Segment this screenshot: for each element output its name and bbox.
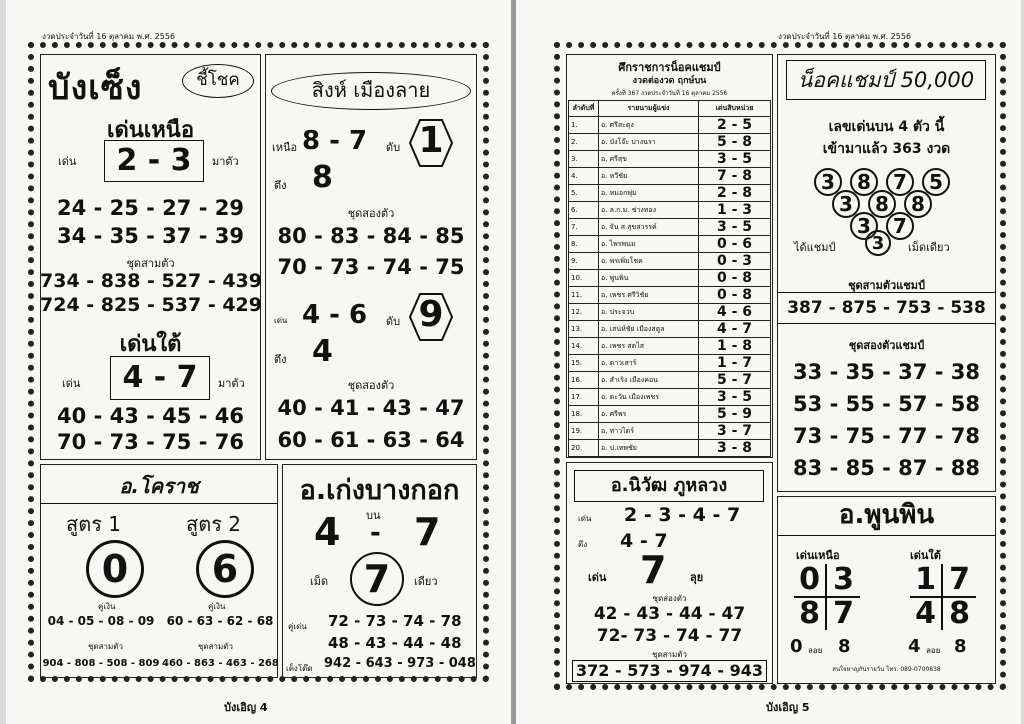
ranking-row — [569, 270, 771, 287]
rank-name: อ. ศรีสะดุง — [599, 117, 699, 134]
champ-two-label: ชุดสองตัวแชมป์ — [848, 339, 925, 352]
ranking-body — [569, 117, 771, 457]
champ-two-row-4: 83 - 85 - 87 - 88 — [793, 456, 980, 480]
north-main-number: 2 - 3 — [104, 140, 204, 182]
loi-left-a: 0 — [790, 636, 803, 657]
niwat-tueng-label: ตึง — [578, 540, 588, 549]
ranking-row — [569, 321, 771, 338]
rank-no: 14. — [569, 338, 599, 355]
singh-n2-tueng-value: 4 — [312, 334, 333, 369]
keng-tenglot-value: 942 - 643 - 973 - 048 — [324, 656, 476, 671]
keng-bon-label: บน — [366, 509, 381, 522]
three-digit-row-1: 734 - 838 - 527 - 439 — [40, 270, 262, 292]
north-row-2: 34 - 35 - 37 - 39 — [57, 224, 244, 248]
ranking-row — [569, 185, 771, 202]
singh-n1-hex-number: 1 — [418, 120, 444, 161]
rank-no: 13. — [569, 321, 599, 338]
south-digit-4: 8 — [949, 596, 970, 631]
niwat-two-row-1: 42 - 43 - 44 - 47 — [593, 604, 746, 624]
knock-circle-digit: 8 — [904, 190, 932, 218]
rank-value: 2 - 8 — [699, 185, 771, 202]
korat-circle-2: 6 — [196, 540, 254, 598]
knock-circle-digit: 3 — [832, 190, 860, 218]
ranking-header-row — [569, 101, 771, 117]
singh-n1-value: 8 - 7 — [302, 126, 368, 156]
right-page — [516, 0, 1021, 724]
south-digit-3: 4 — [910, 598, 943, 630]
rank-no: 9. — [569, 253, 599, 270]
korat-pairs-1: 04 - 05 - 08 - 09 — [47, 614, 155, 628]
rank-value: 5 - 9 — [699, 406, 771, 423]
rank-no: 16. — [569, 372, 599, 389]
ranking-row — [569, 440, 771, 457]
rank-value: 0 - 8 — [699, 270, 771, 287]
rank-value: 3 - 5 — [699, 151, 771, 168]
rank-name: อ. บังโจ๊ะ บางนรา — [599, 134, 699, 151]
singh-n1-dab: ดับ — [386, 141, 401, 154]
ranking-row — [569, 168, 771, 185]
rank-name: อ. ดาวเสาร์ — [599, 355, 699, 372]
niwat-three-row: 372 - 573 - 974 - 943 — [572, 660, 767, 682]
south-row-2: 70 - 73 - 75 - 76 — [57, 430, 244, 454]
ranking-row — [569, 117, 771, 134]
ranking-title-2: งวดต่องวด ฤกษ์บน — [632, 76, 707, 86]
loi-right-b: 8 — [954, 636, 967, 657]
rank-value: 2 - 5 — [699, 117, 771, 134]
singh-n2-label: เด่น — [274, 316, 288, 325]
rank-no: 15. — [569, 355, 599, 372]
niwat-title: อ.นิวัฒ ภูหลวง — [574, 470, 764, 502]
rank-name: อ. ป.เทพชัย — [599, 440, 699, 457]
bangseng-title: บังเซ็ง — [48, 68, 143, 108]
rank-name: อ. ศรีพร — [599, 406, 699, 423]
rank-name: อ. ศรีสุข — [599, 151, 699, 168]
knock-circle-digit: 3 — [850, 212, 878, 240]
singh-n1-tueng-label: ตึง — [274, 179, 287, 192]
korat-formula-1: สูตร 1 — [66, 512, 122, 536]
rank-no: 2. — [569, 134, 599, 151]
ranking-row — [569, 287, 771, 304]
rank-no: 11. — [569, 287, 599, 304]
rank-value: 5 - 8 — [699, 134, 771, 151]
ranking-row — [569, 151, 771, 168]
knock-circle-digit: 8 — [868, 190, 896, 218]
rank-value: 4 - 7 — [699, 321, 771, 338]
rank-name: อ. จัน ส.สุขสวรรค์ — [599, 219, 699, 236]
rank-value: 4 - 6 — [699, 304, 771, 321]
champ-three-row: 387 - 875 - 753 - 538 — [777, 292, 996, 324]
right-page-footer: บังเอิญ 5 — [766, 701, 810, 714]
col-no-header: ลำดับที่ — [569, 101, 599, 117]
right-page-header: งวดประจำวันที่ 16 ตุลาคม พ.ศ. 2556 — [778, 32, 912, 41]
rank-no: 20. — [569, 440, 599, 457]
rank-name: อ. สำเริง เมืองคอน — [599, 372, 699, 389]
ranking-title-3: ครั้งที่ 367 งวดประจำวันที่ 16 ตุลาคม 2556 — [611, 90, 728, 97]
rank-value: 1 - 7 — [699, 355, 771, 372]
niwat-lead-tail: ลุย — [690, 571, 704, 584]
keng-top-right: 7 — [414, 510, 441, 554]
three-digit-row-2: 724 - 825 - 537 - 429 — [40, 294, 262, 316]
niwat-two-label: ชุดสองตัว — [652, 594, 687, 603]
col-value-header: เด่นสิบหน่วย — [699, 101, 771, 117]
chichok-badge: ชี้โชค — [182, 64, 254, 98]
north-row-1: 24 - 25 - 27 - 29 — [57, 196, 244, 220]
rank-name: อ. หวีชัย — [599, 168, 699, 185]
keng-circle: 7 — [350, 552, 404, 606]
rank-name: อ. หมอกพุ่ม — [599, 185, 699, 202]
rank-no: 17. — [569, 389, 599, 406]
ranking-row — [569, 236, 771, 253]
korat-formula-2: สูตร 2 — [186, 512, 242, 536]
keng-top-left: 4 — [314, 510, 341, 554]
korat-three-2: 460 - 863 - 463 - 268 — [162, 658, 279, 669]
ranking-row — [569, 304, 771, 321]
singh-two-row-2b: 60 - 61 - 63 - 64 — [277, 428, 465, 452]
south-tail-label: มาตัว — [218, 377, 245, 390]
ranking-table — [568, 100, 771, 457]
rank-name: อ. พรเพิ่มโชค — [599, 253, 699, 270]
ranking-row — [569, 355, 771, 372]
ranking-row — [569, 423, 771, 440]
knock-circle-digit: 3 — [814, 168, 842, 196]
niwat-two-row-2: 72- 73 - 74 - 77 — [596, 626, 743, 646]
ranking-row — [569, 406, 771, 423]
rank-no: 10. — [569, 270, 599, 287]
rank-no: 5. — [569, 185, 599, 202]
phunphin-south-digits — [910, 564, 976, 630]
ranking-row — [569, 338, 771, 355]
south-digit-2: 7 — [943, 564, 976, 598]
niwat-den-label: เด่น — [578, 514, 592, 523]
south-lead-label: เด่น — [62, 377, 81, 390]
singh-n2-hex-number: 9 — [418, 294, 444, 335]
singh-two-label-1: ชุดสองตัว — [347, 207, 395, 220]
rank-name: อ. ประจวบ — [599, 304, 699, 321]
south-title: เด่นใต้ — [119, 332, 182, 357]
south-main-number: 4 - 7 — [110, 356, 210, 400]
rank-name: อ. ตะวัน เมืองเพชร — [599, 389, 699, 406]
three-digit-label: ชุดสามตัว — [126, 257, 175, 270]
ranking-row — [569, 219, 771, 236]
north-digit-4: 7 — [833, 596, 854, 631]
left-page-footer: บังเอิญ 4 — [224, 701, 268, 714]
rank-no: 3. — [569, 151, 599, 168]
champ-two-row-3: 73 - 75 - 77 - 78 — [793, 424, 980, 448]
knock-line-1: เลขเด่นบน 4 ตัว นี้ — [828, 119, 945, 135]
keng-pair-row-2: 48 - 43 - 44 - 48 — [328, 634, 462, 652]
singh-n1-tueng-value: 8 — [312, 160, 333, 195]
left-page — [6, 0, 511, 724]
korat-three-1: 904 - 808 - 508 - 809 — [42, 658, 160, 669]
north-lead-label: เด่น — [58, 155, 77, 168]
rank-value: 0 - 6 — [699, 236, 771, 253]
knock-circle-digit: 7 — [886, 212, 914, 240]
korat-pair-label-2: คู่เงิน — [208, 602, 226, 611]
rank-no: 8. — [569, 236, 599, 253]
col-name-header: รายนามผู้แข่ง — [599, 101, 699, 117]
knock-circle-digit: 5 — [922, 168, 950, 196]
rank-no: 12. — [569, 304, 599, 321]
champ-three-label: ชุดสามตัวแชมป์ — [848, 279, 925, 292]
singh-n2-dab: ดับ — [386, 315, 401, 328]
keng-diao-label: เดียว — [414, 575, 438, 588]
champ-two-row-2: 53 - 55 - 57 - 58 — [793, 392, 980, 416]
loi-left-b: 8 — [838, 636, 851, 657]
north-digit-2: 3 — [827, 564, 860, 598]
phunphin-north-label: เด่นเหนือ — [796, 549, 840, 562]
north-title: เด่นเหนือ — [106, 118, 195, 143]
ranking-row — [569, 372, 771, 389]
keng-title: อ.เก่งบางกอก — [299, 475, 460, 506]
ranking-row — [569, 253, 771, 270]
south-digit-1: 1 — [910, 564, 943, 598]
rank-name: อ. ทาวไดร์ — [599, 423, 699, 440]
rank-value: 3 - 7 — [699, 423, 771, 440]
korat-circle-1: 0 — [86, 540, 144, 598]
korat-title: อ.โคราช — [40, 470, 278, 504]
rank-value: 0 - 3 — [699, 253, 771, 270]
loi-right-word: ลอย — [926, 646, 941, 655]
keng-dash: - — [370, 518, 381, 548]
phunphin-title: อ.พูนพิน — [777, 496, 996, 536]
knock-circle-digit: 8 — [850, 168, 878, 196]
rank-value: 3 - 8 — [699, 440, 771, 457]
phunphin-phone: สนใจหาญกันรายวัน โทร. 089-0700838 — [832, 666, 941, 673]
knock-line-2: เข้ามาแล้ว 363 งวด — [822, 141, 951, 157]
rank-name: อ. ล.ก.ม. ช่างทอง — [599, 202, 699, 219]
korat-pair-label-1: คู่เงิน — [98, 602, 116, 611]
south-row-1: 40 - 43 - 45 - 46 — [57, 404, 244, 428]
north-tail-label: มาตัว — [212, 155, 239, 168]
keng-pair-row-1: 72 - 73 - 74 - 78 — [328, 612, 462, 630]
niwat-tueng-value: 4 - 7 — [620, 530, 668, 552]
champ-right-label: เม็ดเดียว — [908, 241, 950, 254]
singh-two-row-1b: 70 - 73 - 74 - 75 — [277, 255, 465, 279]
phunphin-south-label: เด่นใต้ — [910, 549, 941, 562]
rank-value: 3 - 5 — [699, 219, 771, 236]
rank-no: 19. — [569, 423, 599, 440]
knock-title: น็อคแชมป์ 50,000 — [786, 60, 986, 100]
korat-pairs-2: 60 - 63 - 62 - 68 — [166, 614, 274, 628]
singh-two-row-2a: 40 - 41 - 43 - 47 — [277, 396, 465, 420]
north-digit-1: 0 — [794, 564, 827, 598]
keng-pair-label: คู่เด่น — [288, 622, 307, 631]
champ-left-label: ได้แชมป์ — [794, 241, 836, 254]
champ-circle: 3 — [865, 230, 891, 256]
champ-two-row-1: 33 - 35 - 37 - 38 — [793, 360, 980, 384]
rank-value: 1 - 3 — [699, 202, 771, 219]
keng-tenglot-label: เต็งโต๊ด — [286, 664, 313, 673]
niwat-lead-label: เด่น — [588, 571, 607, 584]
rank-name: อ. ไพรพนม — [599, 236, 699, 253]
rank-value: 1 - 8 — [699, 338, 771, 355]
knock-circle-digit: 7 — [886, 168, 914, 196]
singh-title: สิงห์ เมืองลาย — [271, 72, 471, 110]
keng-met-label: เม็ด — [310, 575, 329, 588]
rank-no: 6. — [569, 202, 599, 219]
rank-name: อ. เพชร ศรีวิชัย — [599, 287, 699, 304]
ranking-row — [569, 202, 771, 219]
rank-value: 3 - 5 — [699, 389, 771, 406]
rank-value: 5 - 7 — [699, 372, 771, 389]
niwat-lead-value: 7 — [640, 548, 667, 592]
loi-left-word: ลอย — [808, 646, 823, 655]
ranking-title-1: ศึกราชการน็อคแชมป์ — [618, 61, 721, 74]
loi-right-a: 4 — [908, 636, 921, 657]
rank-no: 1. — [569, 117, 599, 134]
singh-n2-value: 4 - 6 — [302, 300, 368, 330]
ranking-row — [569, 389, 771, 406]
niwat-three-label: ชุดสามตัว — [652, 650, 687, 659]
phunphin-north-digits — [794, 564, 860, 630]
north-digit-3: 8 — [794, 598, 827, 630]
rank-value: 7 - 8 — [699, 168, 771, 185]
rank-no: 18. — [569, 406, 599, 423]
left-page-header: งวดประจำวันที่ 16 ตุลาคม พ.ศ. 2556 — [42, 32, 176, 41]
korat-three-label-1: ชุดสามตัว — [88, 642, 123, 651]
singh-two-label-2: ชุดสองตัว — [347, 379, 395, 392]
rank-name: อ. เพชร สตไส — [599, 338, 699, 355]
singh-n2-tueng-label: ตึง — [274, 353, 287, 366]
rank-no: 7. — [569, 219, 599, 236]
singh-n1-label: เหนือ — [272, 141, 298, 154]
singh-two-row-1a: 80 - 83 - 84 - 85 — [277, 224, 465, 248]
rank-name: อ. เสน่ห์ชัย เมืองสตูล — [599, 321, 699, 338]
rank-name: อ. พูนพิน — [599, 270, 699, 287]
korat-three-label-2: ชุดสามตัว — [198, 642, 233, 651]
rank-value: 0 - 8 — [699, 287, 771, 304]
niwat-den-value: 2 - 3 - 4 - 7 — [624, 504, 741, 526]
ranking-row — [569, 134, 771, 151]
rank-no: 4. — [569, 168, 599, 185]
